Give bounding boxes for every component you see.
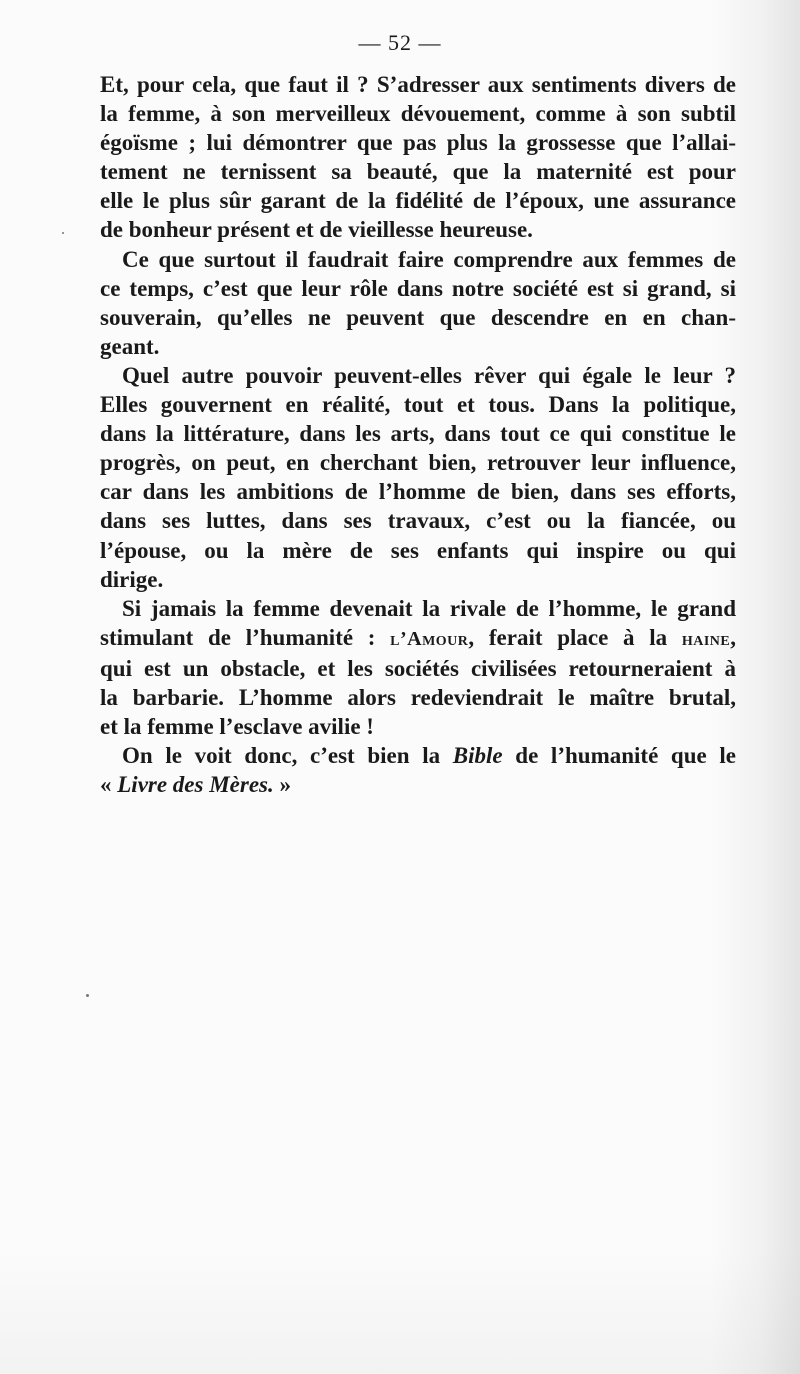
italic-title: Livre des Mères. — [117, 772, 274, 798]
text-line — [100, 770, 736, 799]
text-line: Quel autre pouvoir peuvent-elles rêver qui égale le leur ? — [122, 362, 736, 388]
text-line: souverain, qu’elles ne peuvent que descendre en en chan- — [100, 304, 736, 330]
text-run: , ferait place à la — [468, 624, 682, 650]
ink-speck — [62, 232, 64, 234]
text-line: car dans les ambitions de l’homme de bien, dans ses efforts, — [100, 479, 736, 505]
ink-speck — [86, 994, 89, 997]
small-caps-word: l’Amour — [390, 627, 469, 650]
text-line: Si jamais la femme devenait la rivale de l’homme, le grand — [122, 595, 736, 621]
text-line: ce temps, c’est que leur rôle dans notre société est si grand, si — [100, 275, 736, 301]
text-run: stimulant de l’humanité : — [100, 624, 391, 650]
body-text — [100, 70, 736, 799]
text-line: et la femme l’esclave avilie ! — [100, 714, 374, 740]
text-line: geant. — [100, 333, 160, 359]
text-run: On le voit donc, c’est bien la — [122, 743, 453, 769]
text-line: dans la littérature, dans les arts, dans tout ce qui constitue le — [100, 421, 736, 447]
text-line — [100, 623, 736, 654]
text-run: de l’humanité que le — [502, 743, 736, 769]
close-quote: » — [273, 772, 291, 798]
italic-word: Bible — [452, 743, 503, 769]
open-quote: « — [100, 772, 118, 798]
text-line: dans ses luttes, dans ses travaux, c’est ou la fiancée, ou — [100, 508, 736, 534]
text-run: , — [730, 624, 736, 650]
text-line: la barbarie. L’homme alors redeviendrait le maître brutal, — [100, 684, 736, 710]
text-line: Elles gouvernent en réalité, tout et tous. Dans la politique, — [100, 392, 736, 418]
text-line: dirige. — [100, 566, 164, 592]
text-line — [100, 741, 736, 770]
small-caps-word: haine — [681, 627, 731, 650]
text-line: égoïsme ; lui démontrer que pas plus la grossesse que l’allai- — [100, 130, 736, 156]
text-line: de bonheur présent et de vieillesse heureuse. — [100, 217, 533, 243]
text-line: tement ne ternissent sa beauté, que la maternité est pour — [100, 159, 736, 185]
text-line: qui est un obstacle, et les sociétés civilisées retourneraient à — [100, 655, 736, 681]
text-line: l’épouse, ou la mère de ses enfants qui inspire ou qui — [100, 537, 736, 563]
text-line: la femme, à son merveilleux dévouement, comme à son subtil — [100, 101, 736, 127]
text-line: elle le plus sûr garant de la fidélité de l’époux, une assurance — [100, 188, 736, 214]
text-line: progrès, on peut, en cherchant bien, retrouver leur influence, — [100, 450, 736, 476]
text-line: Et, pour cela, que faut il ? S’adresser aux sentiments divers de — [100, 72, 736, 97]
text-line: Ce que surtout il faudrait faire comprendre aux femmes de — [122, 246, 736, 272]
page-number: — 52 — — [358, 30, 442, 55]
